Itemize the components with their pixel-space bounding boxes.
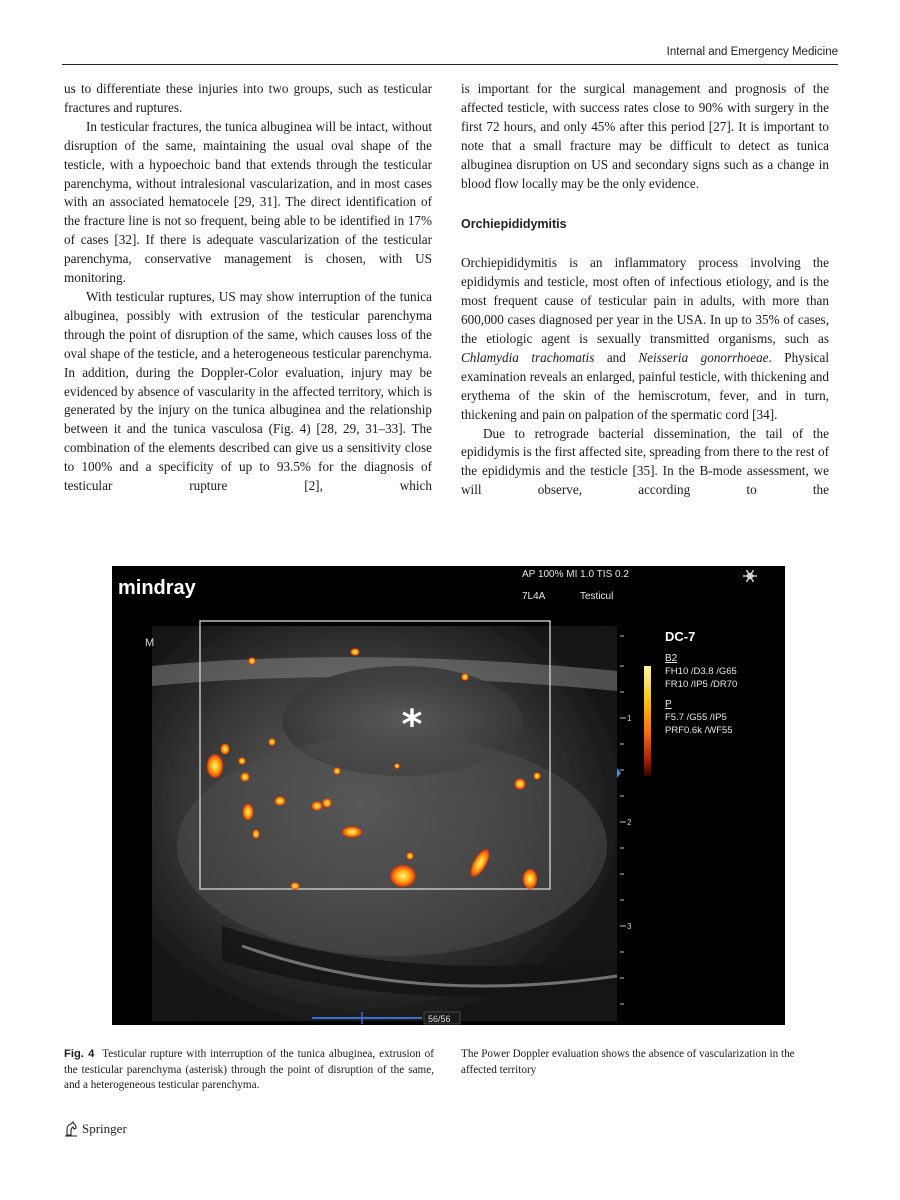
section-heading: Orchiepididymitis xyxy=(461,217,567,232)
power-doppler-label: P xyxy=(665,699,672,710)
species-name: Neisseria gonorrhoeae xyxy=(638,349,769,365)
right-column xyxy=(461,80,829,500)
paragraph: With testicular ruptures, US may show interruption of the tunica albuginea, possibly with extrusion of the testicular parenchyma through the point of disruption of the same, which causes loss of the oval shape of the testicle, and a heterogeneous testicular parenchyma. In addition, during the Doppler-Color evaluation, injury may be evidenced by absence of vascularity in the affected territory, which is generated by the injury on the tunica albuginea and the relationship between it and the tunica vasculosa (Fig. 4) [28, 29, 31–33]. The combination of the elements described can give us a sensitivity close to 100% and a specificity of up to 93.5% for the diagnosis of testicular rupture [2], which xyxy=(64,288,432,494)
depth-tick-label: 3 xyxy=(627,922,632,931)
species-name: Chlamydia trachomatis xyxy=(461,349,595,365)
figure-label: Fig. 4 xyxy=(64,1048,95,1060)
paragraph: Due to retrograde bacterial dissemination, the tail of the epididymis is the first affected site, spreading from there to the rest of the epididymis and the testicle [35]. In the B-mode assessment, we will observe, according to the xyxy=(461,425,829,498)
caption-text: The Power Doppler evaluation shows the absence of vascularization in the affected territory xyxy=(461,1048,795,1076)
page-footer xyxy=(64,1121,127,1137)
text-run: Orchiepididymitis is an inflammatory process involving the epididymis and testicle, most often of infectious etiology, and is the most frequent cause of testicular pain in adults, with more than 600,000 cases diagnosed per year in the USA. In up to 35% of cases, the etiologic agent is sexually transmitted organisms, such as xyxy=(461,255,829,346)
running-head xyxy=(62,44,838,65)
caption-text: Testicular rupture with interruption of the tunica albuginea, extrusion of the testicular parenchyma (asterisk) through the point of disruption of the same, and a heterogeneous testicular parenchyma. xyxy=(64,1048,434,1091)
left-column xyxy=(64,80,432,496)
frame-counter: 56/56 xyxy=(428,1014,451,1024)
paragraph xyxy=(461,254,829,424)
b-mode-params: FR10 /IP5 /DR70 xyxy=(665,679,738,690)
text-run: . Physical examination reveals an enlarged, painful testicle, with thickening and erythema of the skin of the hemiscrotum, fever, and in turn, thickening and pain on palpation of the spermatic cord [34]. xyxy=(461,349,829,422)
text-run: and xyxy=(594,349,639,365)
power-doppler-params: F5.7 /G55 /IP5 xyxy=(665,712,727,723)
doppler-color-bar xyxy=(644,666,651,776)
paragraph: us to differentiate these injuries into two groups, such as testicular fractures and ruptures. xyxy=(64,81,432,115)
depth-tick-label: 1 xyxy=(627,714,632,723)
ultrasound-figure xyxy=(112,566,785,1025)
journal-name: Internal and Emergency Medicine xyxy=(666,46,838,58)
acoustic-output-readout: AP 100% MI 1.0 TIS 0.2 xyxy=(522,569,629,580)
orientation-marker: M xyxy=(145,637,155,649)
b-mode-field xyxy=(152,626,617,1021)
figure-caption-left xyxy=(64,1047,434,1094)
b-mode-label: B2 xyxy=(665,653,678,664)
springer-horse-icon xyxy=(64,1121,78,1137)
power-doppler-params: PRF0.6k /WF55 xyxy=(665,725,733,736)
b-mode-params: FH10 /D3.8 /G65 xyxy=(665,666,737,677)
ultrasound-image xyxy=(112,566,785,1025)
dc-label: DC-7 xyxy=(665,629,696,644)
paragraph: is important for the surgical management and prognosis of the affected testicle, with success rates close to 90% with surgery in the first 72 hours, and only 45% after this period [27]. It is important to note that a small fracture may be difficult to detect as tunica albuginea disruption on US and secondary signs such as a change in blood flow locally may be the only evidence. xyxy=(461,81,829,191)
paragraph: In testicular fractures, the tunica albuginea will be intact, without disruption of the same, maintaining the usual oval shape of the testicle, with a hypoechoic band that extends through the testicular parenchyma, without intralesional vascularization, and in most cases with an associated hematocele [29, 31]. The direct identification of the fracture line is not so frequent, being able to be identified in 17% of cases [32]. If there is adequate vascularization of the testicular parenchyma, conservative management is chosen, with US monitoring. xyxy=(64,118,432,286)
asterisk-marker: * xyxy=(401,702,423,748)
brand-logo: mindray xyxy=(118,577,196,599)
depth-tick-label: 2 xyxy=(627,818,632,827)
probe-label: 7L4A xyxy=(522,591,546,602)
preset-label: Testicul xyxy=(580,591,614,602)
figure-caption-right xyxy=(461,1047,827,1078)
publisher-name: Springer xyxy=(82,1121,127,1136)
